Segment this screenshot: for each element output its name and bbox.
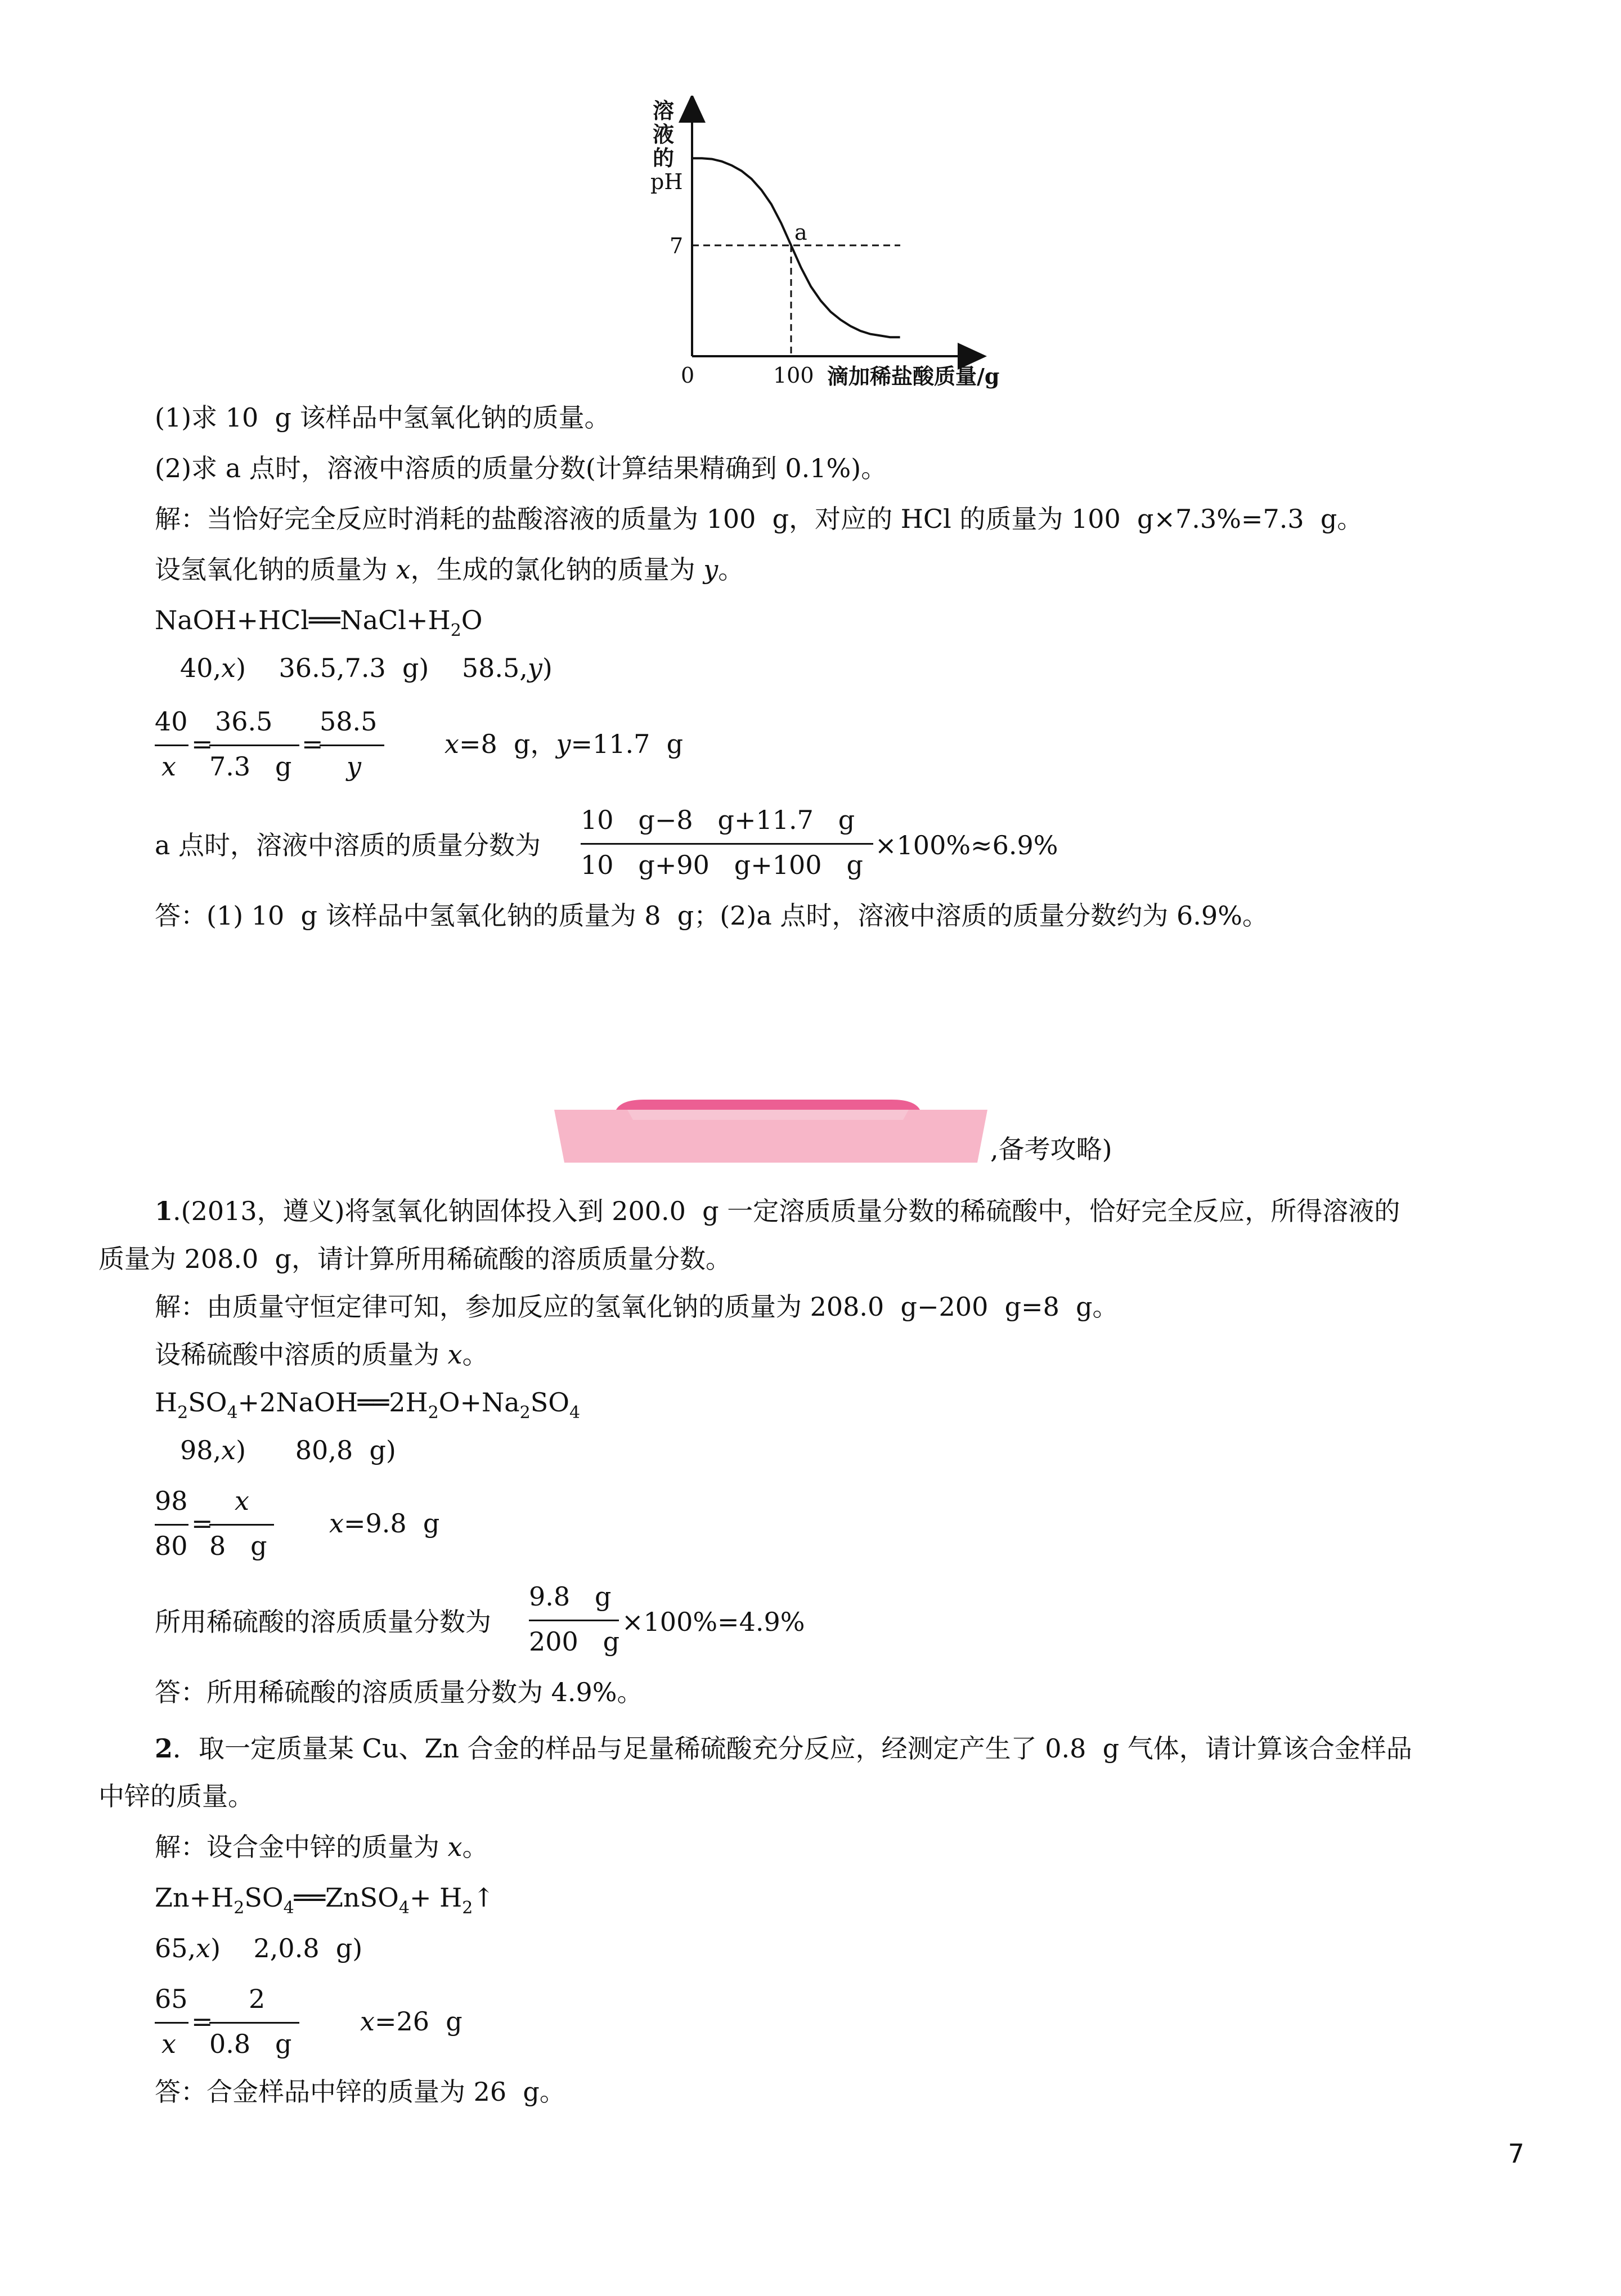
page-number: 7 (1508, 2138, 1525, 2169)
mass-relations: 40,x) 36.5,7.3 g) 58.5,y) (180, 653, 553, 683)
exercise-1-line-1: 1.(2013，遵义)将氢氧化钠固体投入到 200.0 g 一定溶质质量分数的稀硫酸中，恰好完全反应，所得溶液的 (155, 1196, 1400, 1226)
solution-line-1: 解：当恰好完全反应时消耗的盐酸溶液的质量为 100 g，对应的 HCl 的质量为 100 g×7.3%=7.3 g。 (155, 504, 1363, 534)
concentration-result: ×100%≈6.9% (875, 830, 1058, 860)
exercise-1-solution-1: 解：由质量守恒定律可知，参加反应的氢氧化钠的质量为 208.0 g−200 g=8 g。 (155, 1292, 1119, 1322)
section-banner-text: ,备考攻略) (990, 1134, 1112, 1164)
exercise-1-equation: $H_2SO_4+2NaOH══2H_2O+Na_2SO_4$ (155, 1387, 581, 1423)
exercise-2-let: 解：设合金中锌的质量为 x。 (155, 1832, 488, 1862)
question-1: (1)求 10 g 该样品中氢氧化钠的质量。 (155, 402, 610, 433)
question-2: (2)求 a 点时，溶液中溶质的质量分数(计算结果精确到 0.1%)。 (155, 453, 887, 483)
y-tick-7: 7 (670, 234, 684, 258)
solution-let: 设氢氧化钠的质量为 x，生成的氯化钠的质量为 y。 (155, 554, 744, 585)
ph-curve (692, 158, 900, 337)
exercise-2-result: x=26 g (360, 2006, 462, 2037)
exercise-1-answer: 答：所用稀硫酸的溶质质量分数为 4.9%。 (155, 1677, 643, 1707)
x-axis-label: 滴加稀盐酸质量/g (827, 364, 1000, 389)
equals-sign: = (191, 729, 213, 759)
exercise-1-let: 设稀硫酸中溶质的质量为 x。 (155, 1339, 488, 1370)
section-banner (554, 1097, 987, 1171)
exercise-1-line-2: 质量为 208.0 g，请计算所用稀硫酸的溶质质量分数。 (98, 1244, 732, 1274)
exercise-2-answer: 答：合金样品中锌的质量为 26 g。 (155, 2077, 565, 2107)
exercise-2-line-1: 2．取一定质量某 Cu、Zn 合金的样品与足量稀硫酸充分反应，经测定产生了 0.8 g 气体，请计算该合金样品 (155, 1733, 1412, 1764)
equals-sign: = (191, 1508, 213, 1539)
exercise-1-conc-prefix: 所用稀硫酸的溶质质量分数为 (155, 1607, 491, 1637)
exercise-2-masses: 65,x) 2,0.8 g) (155, 1933, 363, 1963)
ph-curve-chart (636, 96, 1041, 411)
page: 溶 液 的 pH 7 0 100 滴加稀盐酸质量/g a (1)求 10 g 该样品中氢氧化钠的质量。 (2)求 a 点时，溶液中溶质的质量分数(计算结果精确到 0.1%)。 解：当恰好完全反应时消耗的盐酸溶液的质量为 100 g，对应的 HCl 的质量为 100 g×7.3%=7.3 g。 设氢氧化钠的质量为 x，生成的氯化钠的质量为 y。 $NaOH+HCl══NaCl+H_2O$ 40,x) 36.5,7.3 g) 58.5,y) 40 x = 36.5 7.3 g = 58.5 y x=8 g，y=11.7 g a 点时，溶液中溶质的质量分数为 10 g−8 g+11.7 g 10 g+90 g+100 g ×100%≈6.9% 答：(1) 10 g 该样品中氢氧化钠的质量为 8 g；(2)a 点时，溶液中溶质的质量分数约为 6.9%。 ,备考攻略) 1.(2013，遵义)将氢氧化钠固体投入到 200.0 g 一定溶质质量分数的稀硫酸中，恰好完全反应，所得溶液的 质量为 208.0 g，请计算所用稀硫酸的溶质质量分数。 解：由质量守恒定律可知，参加反应的氢氧化钠的质量为 208.0 g−200 g=8 g。 设稀硫酸中溶质的质量为 x。 $H_2SO_4+2NaOH══2H_2O+Na_2SO_4$ 98,x) 80,8 g) 98 80 = x 8 g x=9.8 g 所用稀硫酸的溶质质量分数为 9.8 g 200 g ×100%=4.9% 答：所用稀硫酸的溶质质量分数为 4.9%。 2．取一定质量某 Cu、Zn 合金的样品与足量稀硫酸充分反应，经测定产生了 0.8 g 气体，请计算该合金样品 中锌的质量。 解：设合金中锌的质量为 x。 $Zn+H_2SO_4══ZnSO_4+$ $H_2↑$ 65,x) 2,0.8 g) 65 x = 2 0.8 g x=26 g 答：合金样品中锌的质量为 26 g。 7 (0, 0, 1621, 2296)
equals-sign: = (191, 2006, 213, 2037)
answer-1: 答：(1) 10 g 该样品中氢氧化钠的质量为 8 g；(2)a 点时，溶液中溶质的质量分数约为 6.9%。 (155, 900, 1268, 931)
y-axis-label-1: 溶 (653, 98, 675, 123)
exercise-1-conc-result: ×100%=4.9% (622, 1607, 805, 1637)
exercise-1-result: x=9.8 g (329, 1508, 440, 1539)
reaction-equation: $NaOH+HCl══NaCl+H_2O$ (155, 605, 483, 640)
point-a-label: a (794, 220, 807, 245)
concentration-prefix: a 点时，溶液中溶质的质量分数为 (155, 830, 541, 860)
y-axis-label-3: 的 (653, 145, 675, 171)
exercise-2-line-2: 中锌的质量。 (98, 1781, 254, 1811)
y-axis-label-4: pH (650, 169, 683, 194)
result-x-y: x=8 g，y=11.7 g (444, 729, 684, 759)
exercise-1-masses: 98,x) 80,8 g) (180, 1435, 396, 1465)
exercise-2-equation: $Zn+H_2SO_4══ZnSO_4+$ $H_2↑$ (155, 1882, 495, 1918)
origin-label: 0 (681, 363, 695, 388)
equals-sign: = (302, 729, 324, 759)
x-tick-100: 100 (773, 363, 814, 388)
y-axis-label-2: 液 (653, 122, 675, 147)
